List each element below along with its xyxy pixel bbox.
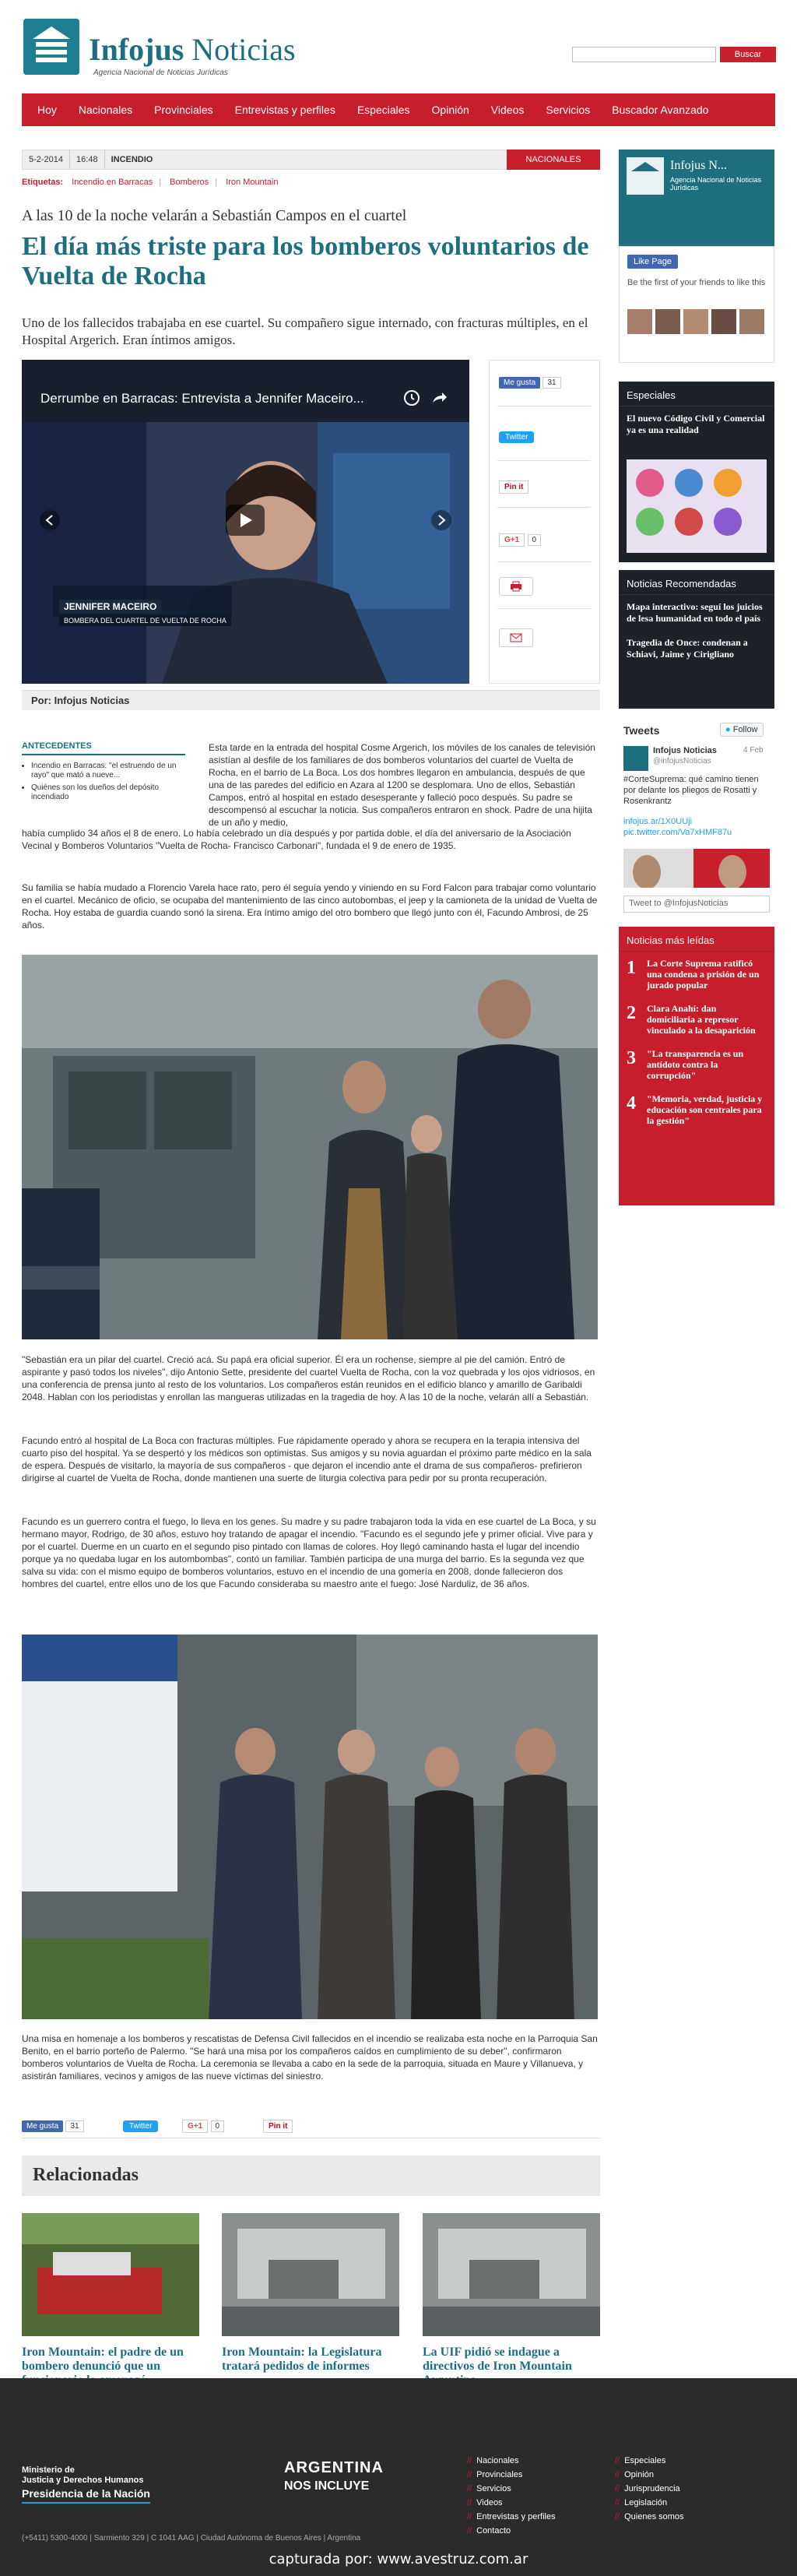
footer-link[interactable]: // Videos — [467, 2498, 503, 2507]
nav-item-nacionales[interactable]: Nacionales — [78, 104, 133, 116]
sidebar-especiales — [619, 382, 774, 562]
related-image[interactable] — [222, 2213, 399, 2336]
mas-leidas-num: 2 — [627, 1003, 636, 1023]
sidebar-mas-leidas — [619, 927, 774, 1205]
footer-min-1: Ministerio de — [22, 2465, 75, 2475]
tweet-image[interactable] — [623, 849, 770, 888]
article-section: INCENDIO — [104, 150, 160, 169]
twitter-button[interactable]: Twitter — [123, 2120, 158, 2132]
related-image[interactable] — [423, 2213, 600, 2336]
related-card[interactable] — [423, 2213, 600, 2388]
antecedentes-link[interactable]: • Incendio en Barracas: "el estruendo de un rayo" que mató a nueve... — [31, 762, 185, 780]
search-button[interactable]: Buscar — [720, 47, 776, 62]
video-title: Derrumbe en Barracas: Entrevista a Jennifer Maceiro... — [40, 391, 364, 406]
nav-item-buscador[interactable]: Buscador Avanzado — [612, 104, 709, 116]
author-bar — [22, 690, 600, 710]
print-icon[interactable] — [499, 577, 533, 596]
nav-item-provinciales[interactable]: Provinciales — [154, 104, 213, 116]
antecedentes-title: ANTECEDENTES — [22, 741, 185, 755]
mas-leidas-item[interactable] — [619, 1087, 774, 1132]
footer-link-label: Quienes somos — [624, 2512, 684, 2521]
article-paragraph: había cumplido 34 años el 8 de enero. Lo había celebrado un día después y por partida doble, el día del aniversario de la Asociación Vecinal y Bomberos Voluntarios "Vuelta de Rocha- Francisco Carbonari", fundada el 9 de enero de 1935. — [22, 828, 571, 851]
related-title: Relacionadas — [33, 2165, 139, 2185]
tweet-link[interactable]: infojus.ar/1X0UUji pic.twitter.com/Va7xHMF87u — [623, 817, 732, 837]
related-image[interactable] — [22, 2213, 199, 2336]
tags: Etiquetas: Incendio en Barracas | Bomberos | Iron Mountain — [22, 178, 279, 187]
twitter-widget — [619, 716, 774, 919]
search-input[interactable] — [572, 47, 716, 62]
recomendadas-title: Noticias Recomendadas — [619, 570, 774, 595]
video-lower-third-role: BOMBERA DEL CUARTEL DE VUELTA DE ROCHA — [59, 615, 231, 626]
footer-link[interactable]: // Quienes somos — [615, 2512, 684, 2521]
related-card[interactable] — [222, 2213, 399, 2374]
section-button[interactable]: NACIONALES — [507, 150, 600, 170]
main-nav — [22, 93, 775, 126]
mas-leidas-title: Noticias más leídas — [619, 927, 774, 952]
site-title[interactable] — [89, 31, 296, 68]
article-photo-firefighters — [22, 955, 598, 1339]
article-paragraph: "Sebastián era un pilar del cuartel. Creció acá. Su papá era oficial superior. Él era un rochense, siempre al pie del camión. Entró de aspirante y pasó todos los niveles", dijo Antonio Sette, presidente del cuartel Vuelta de Rocha, con la voz quebrada y los ojos vidriosos, en una conferencia de prensa junto al resto de los voluntarios. Los compañeros están reunidos en el edificio blanco y amarillo de Garibaldi 2048. Hablan con los periodistas y enrollan las mangueras utilizadas en la tragedia de hoy. A las 10 de la noche, velarán allí a Sebastián. — [22, 1354, 595, 1402]
tweet-handle: @infojusNoticias — [653, 757, 711, 765]
gplus-count: 0 — [211, 2120, 225, 2132]
mas-leidas-num: 1 — [627, 958, 636, 978]
article-photo-families — [22, 1635, 598, 2019]
facebook-count: 31 — [542, 377, 560, 389]
share-icon[interactable] — [430, 389, 448, 409]
twitter-icon: ● — [725, 725, 731, 734]
article-paragraph: Facundo es un guerrero contra el fuego, lo lleva en los genes. Su madre y su padre trabajaron toda la vida en ese cuartel de La Boca, y su hermano mayor, Rodrigo, de 30 años, estuvo hoy tratando de apagar el incendio. "Facundo es el segundo jefe y primer oficial. Vive para y por el cuartel. Duerme en un cuarto en el segundo piso pintado con llamas de colores. Hoy llegó caminando hasta el lugar del incendio porque ya no quedaba lugar en los autombombas", contó un familiar. También participa de una murga del barrio. Es la segunda vez que salva su vida: con el mismo equipo de bomberos voluntarios, estuvo en el incendio de una gomería en 2008, donde fallecieron dos hombres del cuartel, entre ellos uno de los que Facundo consideraba su maestro ante el fuego: José Narduliz, de 36 años. — [22, 1516, 596, 1589]
mas-leidas-text[interactable]: "La transparencia es un antídoto contra la corrupción" — [647, 1048, 744, 1081]
tag-link[interactable]: Iron Mountain — [226, 178, 279, 187]
footer-link[interactable]: // Contacto — [467, 2526, 511, 2536]
footer-link-label: Servicios — [476, 2484, 511, 2493]
footer-presidencia[interactable]: Presidencia de la Nación — [22, 2487, 150, 2504]
footer-link[interactable]: // Nacionales — [467, 2456, 519, 2465]
tags-label: Etiquetas: — [22, 178, 64, 187]
nav-item-entrevistas[interactable]: Entrevistas y perfiles — [234, 104, 335, 116]
footer-link[interactable]: // Legislación — [615, 2498, 668, 2507]
footer-link[interactable]: // Entrevistas y perfiles — [467, 2512, 556, 2521]
related-headline[interactable]: La UIF pidió se indague a directivos de Iron Mountain — [423, 2345, 572, 2373]
footer-min-2: Justicia y Derechos Humanos — [22, 2476, 144, 2485]
antecedentes-box — [22, 741, 185, 805]
fb-like-page-button[interactable]: Like Page — [627, 255, 678, 269]
footer-address: (+5411) 5300-4000 | Sarmiento 329 | C 1041 AAG | Ciudad Autónoma de Buenos Aires | Argentina — [22, 2534, 361, 2543]
mas-leidas-num: 3 — [627, 1048, 636, 1068]
capture-watermark: capturada por: www.avestruz.com.ar — [269, 2551, 528, 2567]
share-column — [489, 360, 600, 684]
footer-ministerio[interactable] — [22, 2465, 144, 2486]
twitter-follow-button[interactable] — [720, 723, 764, 737]
pinterest-button[interactable]: Pin it — [263, 2120, 293, 2133]
tag-link[interactable]: Incendio en Barracas — [72, 178, 153, 187]
tweet-avatar[interactable] — [623, 746, 648, 771]
footer-link-label: Especiales — [624, 2456, 666, 2465]
article-paragraph: Facundo entró al hospital de La Boca con fracturas múltiples. Fue rápidamente operado y ahora se recupera en la terapia intensiva del cuarto piso del hospital. Ya se despertó y los médicos son optimistas. Sus amigos y su novia aguardan el próximo parte médico en la sala de espera. Después de visitarlo, la mayoría de sus compañeros - que dejaron el incendio ante el drama de sus compañeros- prefirieron dirigirse al cuartel de Vuelta de Rocha, donde mantienen una suerte de liturgia colectiva para pedir por su pronta recuperación. — [22, 1435, 592, 1483]
gplus-button[interactable]: G+1 — [499, 533, 525, 547]
sidebar-recomendadas — [619, 570, 774, 709]
mail-icon[interactable] — [499, 628, 533, 647]
footer-link-label: Opinión — [624, 2470, 655, 2479]
footer-link-label: Provinciales — [476, 2470, 523, 2479]
related-card[interactable] — [22, 2213, 199, 2388]
site-name-1: Infojus — [89, 32, 184, 67]
mas-leidas-text[interactable]: La Corte Suprema ratificó una condena a prisión de un jurado popular — [647, 958, 760, 991]
facebook-widget — [619, 246, 774, 363]
especiales-image[interactable] — [627, 459, 767, 553]
especiales-title: Especiales — [619, 382, 774, 406]
sidebar-brand-name: Infojus N... — [670, 159, 727, 172]
sidebar-brand-sub: Agencia Nacional de Noticias Jurídicas — [670, 176, 762, 192]
gplus-count: 0 — [528, 534, 542, 546]
tweet-text: #CorteSuprema: qué camino tienen por delante los pliegos de Rosatti y Rosenkrantz — [623, 775, 759, 806]
footer-link[interactable]: // Jurisprudencia — [615, 2484, 680, 2493]
clock-icon[interactable] — [403, 389, 420, 409]
especiales-link[interactable]: El nuevo Código Civil y Comercial ya es una realidad — [627, 413, 765, 435]
facebook-count: 31 — [65, 2120, 83, 2132]
tag-link[interactable]: Bomberos — [170, 178, 209, 187]
mas-leidas-text[interactable]: "Memoria, verdad, justicia y educación son centrales para la gestión" — [647, 1093, 763, 1126]
footer-link-label: Entrevistas y perfiles — [476, 2512, 556, 2521]
share-bar-bottom — [22, 2117, 600, 2138]
footer-nos-incluye: NOS INCLUYE — [284, 2479, 370, 2493]
mas-leidas-num: 4 — [627, 1093, 636, 1114]
footer-argentina: ARGENTINA — [284, 2459, 384, 2476]
tweet-to-input[interactable]: Tweet to @InfojusNoticias — [623, 896, 770, 913]
antecedentes-link[interactable]: • Quiénes son los dueños del depósito incendiado — [31, 783, 185, 802]
logo-icon[interactable] — [23, 19, 79, 75]
mas-leidas-item[interactable] — [619, 1042, 774, 1087]
video-lower-third-name: JENNIFER MACEIRO — [59, 600, 161, 614]
author: Por: Infojus Noticias — [31, 695, 130, 706]
recomendadas-link[interactable]: Mapa interactivo: seguí los juicios de lesa humanidad en todo el país — [627, 601, 763, 624]
related-headline[interactable]: Iron Mountain: la Legislatura tratará pedidos de informes — [222, 2345, 382, 2373]
nav-item-hoy[interactable]: Hoy — [37, 104, 57, 116]
facebook-like-button[interactable]: Me gusta — [499, 377, 540, 389]
tweet-author[interactable]: Infojus Noticias — [653, 746, 717, 755]
tweets-title: Tweets — [623, 724, 660, 737]
article-lead: Uno de los fallecidos trabajaba en ese cuartel. Su compañero sigue internado, con fracturas múltiples, en el Hospital Argerich. Eran íntimos amigos. — [22, 315, 588, 347]
fb-friends-avatars — [627, 309, 767, 337]
footer-link-label: Jurisprudencia — [624, 2484, 680, 2493]
pinterest-button[interactable]: Pin it — [499, 480, 528, 494]
nav-item-servicios[interactable]: Servicios — [546, 104, 591, 116]
site-name-2: Noticias — [191, 32, 296, 67]
nav-item-especiales[interactable]: Especiales — [356, 104, 410, 116]
article-time: 16:48 — [69, 150, 104, 169]
follow-label: Follow — [732, 725, 758, 734]
footer-link-label: Contacto — [476, 2526, 511, 2536]
mas-leidas-text[interactable]: Clara Anahí: dan domiciliaria a represor vinculado a la desaparición — [647, 1003, 756, 1036]
footer — [0, 2378, 797, 2576]
footer-links-col-1 — [467, 2456, 556, 2540]
footer-link-label: Nacionales — [476, 2456, 519, 2465]
gplus-button[interactable]: G+1 — [182, 2120, 208, 2133]
article-date: 5-2-2014 — [29, 155, 64, 164]
facebook-like-button[interactable]: Me gusta — [22, 2120, 63, 2132]
footer-link-label: Legislación — [624, 2498, 668, 2507]
article-paragraph: Su familia se había mudado a Florencio Varela hace rato, pero él seguía yendo y viniendo en su Ford Falcon para trabajar como voluntario en el cuartel. Mecánico de oficio, se ocupaba del mantenimiento de las cinco autobombas, el jeep y la camioneta de la unidad de Vuelta de Rocha. Hoy estaba de guardia cuando sonó la sirena. Era íntimo amigo del otro bombero que llegó junto con él, Facundo Ambrosi, de 25 años. — [22, 882, 598, 931]
footer-link[interactable]: // Opinión — [615, 2470, 655, 2479]
twitter-button[interactable]: Twitter — [499, 431, 534, 443]
fb-widget-text: Be the first of your friends to like this — [627, 278, 766, 287]
next-icon[interactable] — [430, 509, 452, 533]
footer-link[interactable]: // Especiales — [615, 2456, 666, 2465]
article-headline: El día más triste para los bomberos voluntarios de Vuelta de Rocha — [22, 232, 589, 290]
play-icon[interactable] — [226, 505, 265, 538]
nav-item-videos[interactable]: Videos — [490, 104, 525, 116]
recomendadas-link[interactable]: Tragedia de Once: condenan a Schiavi, Jaime y Cirigliano — [627, 637, 748, 660]
video-frame — [22, 422, 469, 684]
site-tagline: Agencia Nacional de Noticias Jurídicas — [93, 69, 228, 77]
nav-item-opinion[interactable]: Opinión — [431, 104, 469, 116]
mas-leidas-item[interactable] — [619, 997, 774, 1042]
article-kicker: A las 10 de la noche velarán a Sebastián Campos en el cuartel — [22, 207, 407, 224]
footer-link[interactable]: // Servicios — [467, 2484, 511, 2493]
article-paragraph: Esta tarde en la entrada del hospital Cosme Argerich, los móviles de los canales de televisión asistían al desfile de los familiares de dos bomberos voluntarios del cuartel de Vuelta de Rocha, en el barrio de La Boca. Los dos hombres llegaron en ambulancia, después de que una de las paredes del edificio en Azara al 1200 se desplomara. Uno de ellos, Sebastián Campos, entró al hospital en estado desesperante y falleció poco después. Su padre se descompensó al escuchar la noticia. Sus compañeros entraron en shock. Padre de una hijita de un año y medio, — [209, 742, 595, 828]
prev-icon[interactable] — [39, 509, 61, 533]
sidebar-brand-banner[interactable] — [619, 150, 774, 246]
article-paragraph: Una misa en homenaje a los bomberos y rescatistas de Defensa Civil fallecidos en el incendio se realizaba esta noche en la Parroquia San Benito, en el barrio porteño de Palermo. "Se hará una misa por los compañeros caídos en cumplimiento de su deber", confirmaron bomberos voluntarios de Vuelta de Rocha. La ceremonia se llevaba a cabo en la sede de la parroquia, situada en Maure y Villanueva, y asistirán familiares, vecinos y amigos de las nueve víctimas del siniestro. — [22, 2033, 598, 2082]
footer-links-col-2 — [615, 2456, 684, 2526]
related-headline[interactable]: Iron Mountain: el padre de un bombero denunció que un — [22, 2345, 184, 2373]
tweet-date: 4 Feb — [743, 746, 764, 755]
video-player[interactable] — [22, 360, 469, 684]
mas-leidas-item[interactable] — [619, 952, 774, 997]
footer-link[interactable]: // Provinciales — [467, 2470, 523, 2479]
footer-link-label: Videos — [476, 2498, 503, 2507]
